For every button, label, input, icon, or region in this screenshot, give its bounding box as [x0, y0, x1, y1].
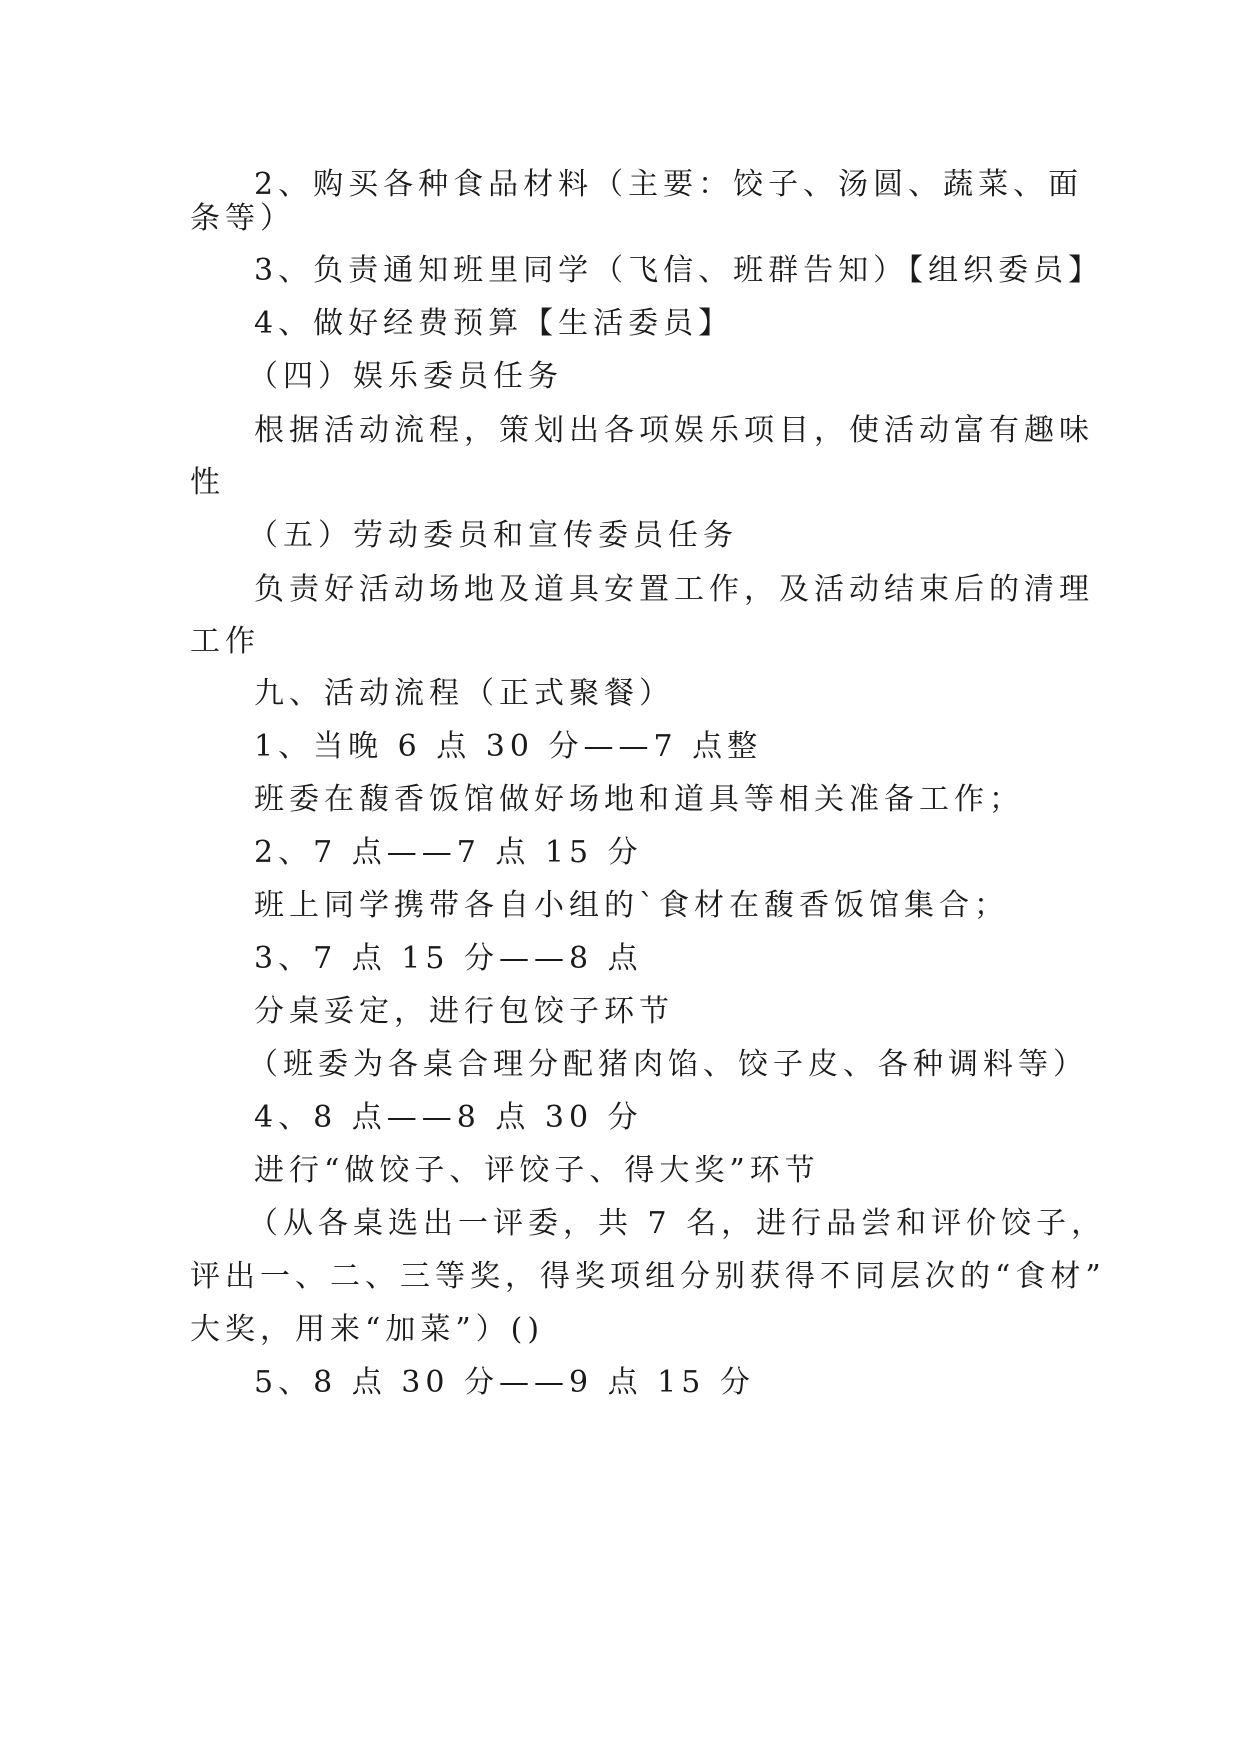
- text-line: 5、8 点 30 分——9 点 15 分: [254, 1365, 755, 1400]
- text-line: 条等）: [190, 201, 295, 236]
- text-line: 4、做好经费预算【生活委员】: [254, 306, 734, 341]
- text-line: 班上同学携带各自小组的`食材在馥香饭馆集合；: [254, 888, 1009, 923]
- text-line: 工作: [190, 624, 260, 659]
- text-line: 2、购买各种食品材料（主要：饺子、汤圆、蔬菜、面: [254, 167, 1084, 202]
- text-line: 1、当晚 6 点 30 分——7 点整: [254, 729, 763, 764]
- text-line: 4、8 点——8 点 30 分: [254, 1100, 643, 1135]
- text-line: 大奖，用来“加菜”）(): [190, 1312, 545, 1347]
- text-line: （从各桌选出一评委，共 7 名，进行品尝和评价饺子，: [248, 1206, 1107, 1241]
- text-line: 3、7 点 15 分——8 点: [254, 941, 643, 976]
- text-line: 分桌妥定，进行包饺子环节: [254, 994, 674, 1029]
- text-line: 2、7 点——7 点 15 分: [254, 835, 643, 870]
- section-heading: 九、活动流程（正式聚餐）: [254, 676, 674, 711]
- section-heading: （四）娱乐委员任务: [248, 359, 563, 394]
- text-line: 根据活动流程，策划出各项娱乐项目，使活动富有趣味: [254, 413, 1094, 448]
- text-line: 进行“做饺子、评饺子、得大奖”环节: [254, 1153, 820, 1188]
- text-line: 班委在馥香饭馆做好场地和道具等相关准备工作；: [254, 782, 1024, 817]
- text-line: 3、负责通知班里同学（飞信、班群告知）【组织委员】: [254, 253, 1104, 288]
- text-line: 性: [190, 465, 225, 500]
- text-line: （班委为各桌合理分配猪肉馅、饺子皮、各种调料等）: [248, 1047, 1088, 1082]
- text-line: 负责好活动场地及道具安置工作，及活动结束后的清理: [254, 572, 1094, 607]
- section-heading: （五）劳动委员和宣传委员任务: [248, 518, 738, 553]
- text-line: 评出一、二、三等奖，得奖项组分别获得不同层次的“食材”: [190, 1259, 1106, 1294]
